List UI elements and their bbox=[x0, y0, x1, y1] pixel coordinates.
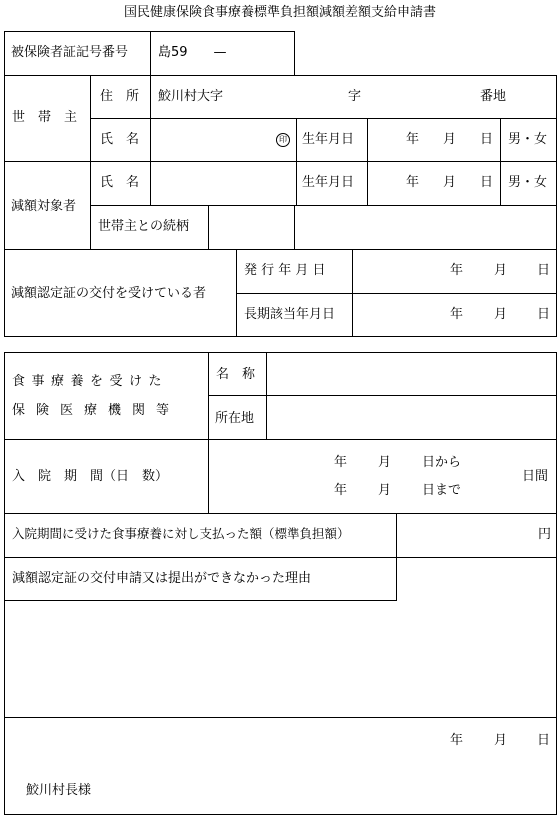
long-term-year: 年 bbox=[450, 307, 464, 322]
head-birth-label: 生年月日 bbox=[302, 132, 355, 147]
from-year: 年 bbox=[334, 455, 348, 470]
long-term-day: 日 bbox=[537, 307, 551, 322]
long-term-date-label: 長期該当年月日 bbox=[244, 307, 336, 322]
target-birth-day: 日 bbox=[480, 175, 494, 190]
relation-label: 世帯主との続柄 bbox=[98, 219, 190, 234]
seal-icon: 印 bbox=[276, 133, 290, 147]
issue-day: 日 bbox=[537, 263, 551, 278]
footer-year: 年 bbox=[450, 733, 464, 748]
footer-month: 月 bbox=[494, 733, 508, 748]
head-birth-year: 年 bbox=[406, 132, 420, 147]
target-birth-year: 年 bbox=[406, 175, 420, 190]
issue-month: 月 bbox=[494, 263, 508, 278]
insured-number-label: 被保険者証記号番号 bbox=[11, 45, 129, 60]
institution-label-line1: 食事療養を受けた bbox=[12, 374, 169, 389]
long-term-month: 月 bbox=[494, 307, 508, 322]
institution-name-label: 名 称 bbox=[216, 367, 256, 382]
institution-label-line2: 保険医療機関等 bbox=[12, 403, 181, 418]
footer-day: 日 bbox=[537, 733, 551, 748]
payment-unit: 円 bbox=[538, 527, 552, 542]
head-gender[interactable]: 男・女 bbox=[508, 132, 548, 147]
certificate-holder-label: 減額認定証の交付を受けている者 bbox=[11, 286, 207, 301]
payment-label: 入院期間に受けた食事療養に対し支払った額（標準負担額） bbox=[12, 526, 350, 541]
address-banchi: 番地 bbox=[480, 89, 507, 104]
days-unit: 日間 bbox=[522, 469, 549, 484]
institution-address-label: 所在地 bbox=[215, 411, 255, 426]
target-person-label: 減額対象者 bbox=[11, 199, 77, 214]
target-birth-label: 生年月日 bbox=[302, 175, 355, 190]
target-name-label: 氏 名 bbox=[100, 175, 140, 190]
address-aza: 字 bbox=[348, 89, 362, 104]
address-value[interactable]: 鮫川村大字 bbox=[158, 89, 224, 104]
hospitalization-label: 入 院 期 間（日 数） bbox=[12, 469, 169, 484]
form-title: 国民健康保険食事療養標準負担額減額差額支給申請書 bbox=[123, 5, 436, 20]
head-birth-month: 月 bbox=[443, 132, 457, 147]
to-month: 月 bbox=[378, 483, 392, 498]
addressee: 鮫川村長様 bbox=[26, 783, 92, 798]
head-name-label: 氏 名 bbox=[100, 132, 140, 147]
head-birth-day: 日 bbox=[480, 132, 494, 147]
from-month: 月 bbox=[378, 455, 392, 470]
target-birth-month: 月 bbox=[443, 175, 457, 190]
to-suffix: 日まで bbox=[422, 483, 462, 498]
household-head-label: 世 帯 主 bbox=[12, 110, 78, 125]
from-suffix: 日から bbox=[422, 455, 462, 470]
issue-date-label: 発 行 年 月 日 bbox=[244, 263, 326, 278]
to-year: 年 bbox=[334, 483, 348, 498]
insured-number-value[interactable]: 島59 — bbox=[158, 45, 227, 60]
issue-year: 年 bbox=[450, 263, 464, 278]
reason-label: 減額認定証の交付申請又は提出ができなかった理由 bbox=[12, 571, 312, 586]
target-gender[interactable]: 男・女 bbox=[508, 175, 548, 190]
address-label: 住 所 bbox=[100, 89, 140, 104]
